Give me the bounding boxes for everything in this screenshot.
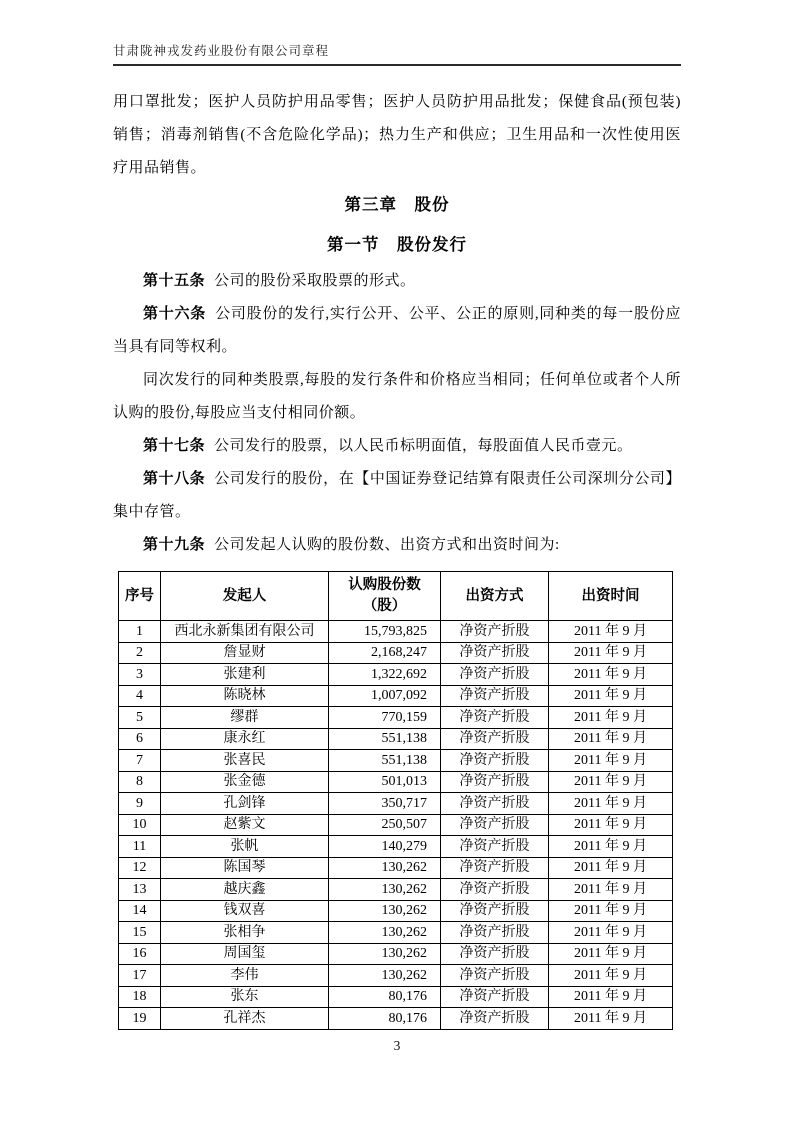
cell-sponsor-name: 李伟 bbox=[161, 965, 329, 987]
table-row bbox=[119, 943, 673, 965]
table-row bbox=[119, 1008, 673, 1030]
cell-share-count: 551,138 bbox=[329, 728, 441, 750]
article-number: 第十七条 bbox=[143, 438, 206, 454]
cell-index: 7 bbox=[119, 750, 161, 772]
chapter-heading: 第三章 股份 bbox=[344, 195, 450, 214]
cell-contribution-time: 2011 年 9 月 bbox=[549, 793, 673, 815]
cell-contribution-time: 2011 年 9 月 bbox=[549, 664, 673, 686]
cell-share-count: 80,176 bbox=[329, 986, 441, 1008]
cell-contribution-time: 2011 年 9 月 bbox=[549, 642, 673, 664]
cell-sponsor-name: 詹显财 bbox=[161, 642, 329, 664]
cell-index: 13 bbox=[119, 879, 161, 901]
cell-index: 17 bbox=[119, 965, 161, 987]
table-row bbox=[119, 900, 673, 922]
table-row bbox=[119, 793, 673, 815]
section-heading: 第一节 股份发行 bbox=[327, 235, 467, 254]
cell-index: 10 bbox=[119, 814, 161, 836]
cell-share-count: 130,262 bbox=[329, 900, 441, 922]
cell-index: 19 bbox=[119, 1008, 161, 1030]
column-header-cell-index: 序号 bbox=[119, 572, 161, 621]
cell-index: 6 bbox=[119, 728, 161, 750]
cell-contribution-time: 2011 年 9 月 bbox=[549, 621, 673, 643]
cell-index: 12 bbox=[119, 857, 161, 879]
cell-contribution-method: 净资产折股 bbox=[441, 728, 549, 750]
cell-sponsor-name: 张东 bbox=[161, 986, 329, 1008]
paragraph-text: 公司发行的股票，以人民币标明面值，每股面值人民币壹元。 bbox=[214, 438, 633, 454]
paragraph bbox=[113, 463, 681, 529]
cell-share-count: 501,013 bbox=[329, 771, 441, 793]
cell-share-count: 770,159 bbox=[329, 707, 441, 729]
cell-contribution-method: 净资产折股 bbox=[441, 922, 549, 944]
cell-contribution-method: 净资产折股 bbox=[441, 1008, 549, 1030]
table-row bbox=[119, 986, 673, 1008]
column-header-cell-contribution-method: 出资方式 bbox=[441, 572, 549, 621]
cell-contribution-time: 2011 年 9 月 bbox=[549, 922, 673, 944]
paragraph-text: 公司的股份采取股票的形式。 bbox=[214, 273, 416, 289]
cell-contribution-method: 净资产折股 bbox=[441, 943, 549, 965]
cell-sponsor-name: 孔祥杰 bbox=[161, 1008, 329, 1030]
table-row bbox=[119, 728, 673, 750]
cell-contribution-time: 2011 年 9 月 bbox=[549, 857, 673, 879]
cell-sponsor-name: 缪群 bbox=[161, 707, 329, 729]
cell-sponsor-name: 张相争 bbox=[161, 922, 329, 944]
paragraph-text: 公司发行的股份，在【中国证券登记结算有限责任公司深圳分公司】集中存管。 bbox=[113, 471, 681, 520]
cell-sponsor-name: 张喜民 bbox=[161, 750, 329, 772]
article-number: 第十九条 bbox=[143, 537, 206, 553]
cell-contribution-method: 净资产折股 bbox=[441, 965, 549, 987]
table-row bbox=[119, 771, 673, 793]
paragraph-text: 公司发起人认购的股份数、出资方式和出资时间为: bbox=[214, 537, 560, 553]
cell-share-count: 80,176 bbox=[329, 1008, 441, 1030]
table-row bbox=[119, 664, 673, 686]
cell-contribution-method: 净资产折股 bbox=[441, 793, 549, 815]
column-header-cell-sponsor-name: 发起人 bbox=[161, 572, 329, 621]
cell-share-count: 130,262 bbox=[329, 879, 441, 901]
cell-sponsor-name: 钱双喜 bbox=[161, 900, 329, 922]
cell-contribution-method: 净资产折股 bbox=[441, 814, 549, 836]
cell-share-count: 130,262 bbox=[329, 943, 441, 965]
cell-contribution-time: 2011 年 9 月 bbox=[549, 986, 673, 1008]
cell-contribution-method: 净资产折股 bbox=[441, 685, 549, 707]
table-header-row bbox=[119, 572, 673, 621]
cell-sponsor-name: 周国玺 bbox=[161, 943, 329, 965]
cell-index: 8 bbox=[119, 771, 161, 793]
paragraph-text: 用口罩批发；医护人员防护用品零售；医护人员防护用品批发；保健食品(预包装)销售；消毒剂销售(不含危险化学品)；热力生产和供应；卫生用品和一次性使用医疗用品销售。 bbox=[113, 94, 681, 176]
cell-contribution-method: 净资产折股 bbox=[441, 707, 549, 729]
table-row bbox=[119, 814, 673, 836]
cell-contribution-method: 净资产折股 bbox=[441, 642, 549, 664]
cell-share-count: 130,262 bbox=[329, 922, 441, 944]
cell-sponsor-name: 孔剑锋 bbox=[161, 793, 329, 815]
table-row bbox=[119, 685, 673, 707]
cell-contribution-time: 2011 年 9 月 bbox=[549, 879, 673, 901]
cell-contribution-method: 净资产折股 bbox=[441, 664, 549, 686]
paragraph bbox=[113, 430, 681, 463]
cell-contribution-method: 净资产折股 bbox=[441, 857, 549, 879]
cell-index: 18 bbox=[119, 986, 161, 1008]
table-row bbox=[119, 879, 673, 901]
cell-share-count: 2,168,247 bbox=[329, 642, 441, 664]
cell-share-count: 15,793,825 bbox=[329, 621, 441, 643]
cell-index: 2 bbox=[119, 642, 161, 664]
cell-contribution-method: 净资产折股 bbox=[441, 771, 549, 793]
cell-contribution-time: 2011 年 9 月 bbox=[549, 900, 673, 922]
cell-contribution-time: 2011 年 9 月 bbox=[549, 707, 673, 729]
sponsor-share-table bbox=[118, 571, 673, 1030]
cell-contribution-method: 净资产折股 bbox=[441, 836, 549, 858]
paragraph bbox=[113, 298, 681, 364]
cell-sponsor-name: 康永红 bbox=[161, 728, 329, 750]
cell-index: 4 bbox=[119, 685, 161, 707]
cell-sponsor-name: 张建利 bbox=[161, 664, 329, 686]
cell-contribution-time: 2011 年 9 月 bbox=[549, 685, 673, 707]
table-row bbox=[119, 965, 673, 987]
cell-sponsor-name: 越庆鑫 bbox=[161, 879, 329, 901]
table-row bbox=[119, 642, 673, 664]
cell-contribution-time: 2011 年 9 月 bbox=[549, 728, 673, 750]
cell-contribution-method: 净资产折股 bbox=[441, 750, 549, 772]
table-row bbox=[119, 836, 673, 858]
cell-share-count: 130,262 bbox=[329, 965, 441, 987]
paragraph bbox=[113, 86, 681, 185]
cell-sponsor-name: 张帆 bbox=[161, 836, 329, 858]
cell-contribution-time: 2011 年 9 月 bbox=[549, 1008, 673, 1030]
cell-share-count: 250,507 bbox=[329, 814, 441, 836]
table-row bbox=[119, 922, 673, 944]
paragraph-text: 公司股份的发行,实行公开、公平、公正的原则,同种类的每一股份应当具有同等权利。 bbox=[113, 306, 681, 355]
cell-index: 5 bbox=[119, 707, 161, 729]
cell-sponsor-name: 张金德 bbox=[161, 771, 329, 793]
cell-index: 16 bbox=[119, 943, 161, 965]
cell-contribution-time: 2011 年 9 月 bbox=[549, 836, 673, 858]
article-number: 第十五条 bbox=[143, 273, 206, 289]
page-number: 3 bbox=[393, 1038, 401, 1053]
column-header-cell-share-count: 认购股份数 （股） bbox=[329, 572, 441, 621]
cell-share-count: 140,279 bbox=[329, 836, 441, 858]
cell-contribution-time: 2011 年 9 月 bbox=[549, 750, 673, 772]
cell-index: 9 bbox=[119, 793, 161, 815]
cell-index: 1 bbox=[119, 621, 161, 643]
paragraph bbox=[113, 364, 681, 430]
cell-index: 11 bbox=[119, 836, 161, 858]
cell-index: 14 bbox=[119, 900, 161, 922]
article-number: 第十六条 bbox=[143, 306, 207, 322]
cell-sponsor-name: 陈晓林 bbox=[161, 685, 329, 707]
running-header: 甘肃陇神戎发药业股份有限公司章程 bbox=[113, 41, 681, 66]
cell-index: 3 bbox=[119, 664, 161, 686]
table-row bbox=[119, 707, 673, 729]
cell-index: 15 bbox=[119, 922, 161, 944]
cell-contribution-time: 2011 年 9 月 bbox=[549, 943, 673, 965]
column-header-cell-contribution-time: 出资时间 bbox=[549, 572, 673, 621]
cell-contribution-method: 净资产折股 bbox=[441, 879, 549, 901]
cell-contribution-time: 2011 年 9 月 bbox=[549, 965, 673, 987]
cell-share-count: 1,007,092 bbox=[329, 685, 441, 707]
table-row bbox=[119, 857, 673, 879]
cell-sponsor-name: 陈国琴 bbox=[161, 857, 329, 879]
cell-contribution-method: 净资产折股 bbox=[441, 986, 549, 1008]
cell-share-count: 551,138 bbox=[329, 750, 441, 772]
article-number: 第十八条 bbox=[143, 471, 206, 487]
table-row bbox=[119, 621, 673, 643]
cell-contribution-time: 2011 年 9 月 bbox=[549, 771, 673, 793]
cell-contribution-time: 2011 年 9 月 bbox=[549, 814, 673, 836]
cell-contribution-method: 净资产折股 bbox=[441, 621, 549, 643]
cell-sponsor-name: 西北永新集团有限公司 bbox=[161, 621, 329, 643]
cell-share-count: 350,717 bbox=[329, 793, 441, 815]
cell-share-count: 130,262 bbox=[329, 857, 441, 879]
table-row bbox=[119, 750, 673, 772]
paragraph bbox=[113, 265, 681, 298]
cell-sponsor-name: 赵紫文 bbox=[161, 814, 329, 836]
document-body bbox=[113, 86, 681, 1030]
cell-contribution-method: 净资产折股 bbox=[441, 900, 549, 922]
paragraph bbox=[113, 529, 681, 562]
cell-share-count: 1,322,692 bbox=[329, 664, 441, 686]
paragraph-text: 同次发行的同种类股票,每股的发行条件和价格应当相同；任何单位或者个人所认购的股份,每股应当支付相同价额。 bbox=[113, 372, 681, 421]
